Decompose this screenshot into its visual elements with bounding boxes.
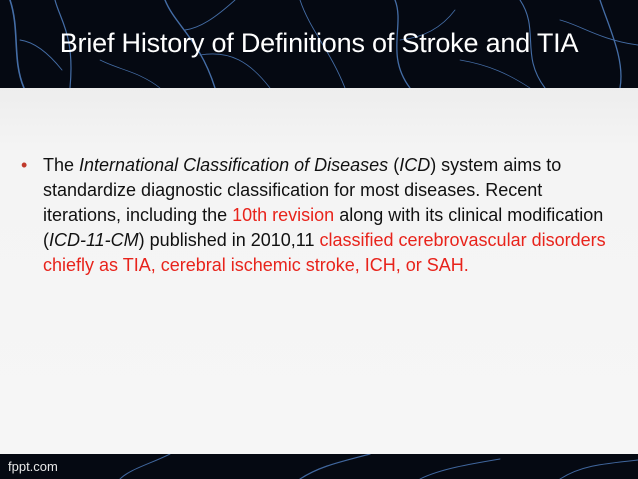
slide-title: Brief History of Definitions of Stroke and TIA: [59, 28, 579, 58]
text-segment: along with its clinical modification (: [43, 205, 604, 250]
text-segment: (: [388, 155, 400, 175]
footer-band: [0, 454, 638, 479]
title-band: [0, 0, 638, 88]
icd-cm-abbreviation: ICD-11-CM: [49, 230, 139, 250]
blood-vessel-background-footer: [0, 454, 638, 479]
text-segment: The: [43, 155, 80, 175]
icd-full-name: International Classification of Diseases: [79, 155, 389, 175]
text-segment: ) published in 2010,11: [138, 230, 320, 250]
highlight-10th-revision: 10th revision: [232, 205, 335, 225]
bullet-item: [21, 153, 611, 278]
bullet-marker: •: [21, 155, 28, 175]
content-area: [0, 88, 638, 454]
watermark: fppt.com: [8, 459, 58, 474]
highlight-classification: classified cerebrovascular disorders chiefly as TIA, cerebral ischemic stroke, ICH, or SAH.: [43, 230, 606, 275]
text-segment: ) system aims to standardize diagnostic classification for most diseases. Recent iterations, including the: [43, 155, 562, 225]
bullet-text: [43, 153, 611, 278]
icd-abbreviation: ICD: [399, 155, 431, 175]
